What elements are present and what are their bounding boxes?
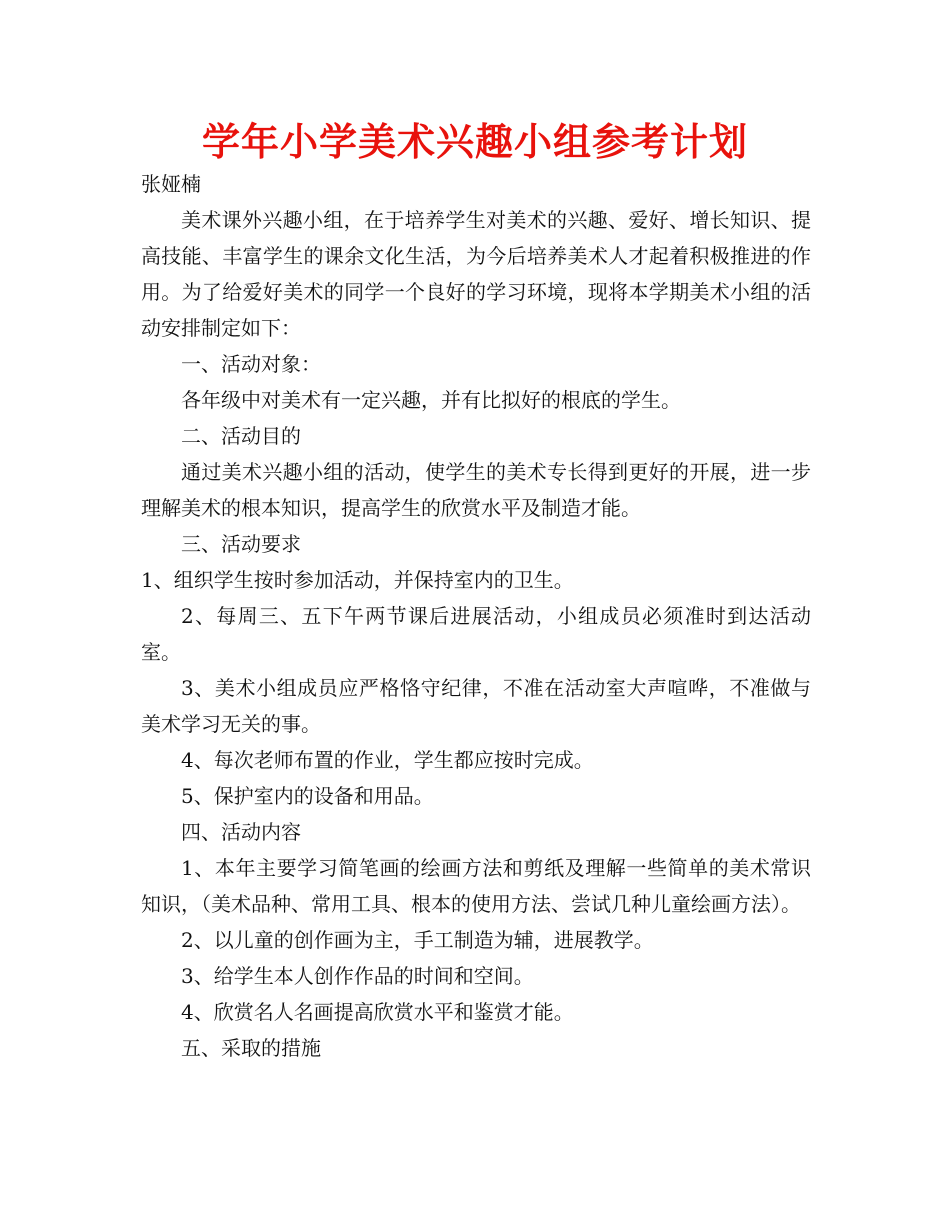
requirement-item-1: 1、组织学生按时参加活动，并保持室内的卫生。 (141, 568, 574, 592)
heading-activity-content: 四、活动内容 (181, 820, 301, 844)
content-item-2: 2、以儿童的创作画为主，手工制造为辅，进展教学。 (181, 928, 654, 952)
paragraph-intro: 美术课外兴趣小组，在于培养学生对美术的兴趣、爱好、增长知识、提高技能、丰富学生的课余文化生活，为今后培养美术人才起着积极推进的作用。为了给爱好美术的同学一个良好的学习环境，现将本学期美术小组的活动安排制定如下： (141, 208, 811, 340)
heading-activity-purpose: 二、活动目的 (181, 424, 301, 448)
requirement-item-2: 2、每周三、五下午两节课后进展活动，小组成员必须准时到达活动室。 (141, 604, 811, 664)
document-body (141, 166, 811, 1066)
paragraph-activity-target: 各年级中对美术有一定兴趣，并有比拟好的根底的学生。 (181, 388, 681, 412)
author-name: 张娅楠 (141, 172, 201, 196)
requirement-item-3: 3、美术小组成员应严格恪守纪律，不准在活动室大声喧哗，不准做与美术学习无关的事。 (141, 676, 811, 736)
content-item-1: 1、本年主要学习简笔画的绘画方法和剪纸及理解一些简单的美术常识知识，（美术品种、常用工具、根本的使用方法、尝试几种儿童绘画方法）。 (141, 856, 811, 916)
heading-measures: 五、采取的措施 (181, 1036, 321, 1060)
heading-activity-requirements: 三、活动要求 (181, 532, 301, 556)
content-item-3: 3、给学生本人创作作品的时间和空间。 (181, 964, 534, 988)
paragraph-activity-purpose: 通过美术兴趣小组的活动，使学生的美术专长得到更好的开展，进一步理解美术的根本知识，提高学生的欣赏水平及制造才能。 (141, 460, 811, 520)
content-item-4: 4、欣赏名人名画提高欣赏水平和鉴赏才能。 (181, 1000, 574, 1024)
requirement-item-5: 5、保护室内的设备和用品。 (181, 784, 434, 808)
heading-activity-target: 一、活动对象： (181, 352, 321, 376)
document-title: 学年小学美术兴趣小组参考计划 (201, 120, 748, 164)
requirement-item-4: 4、每次老师布置的作业，学生都应按时完成。 (181, 748, 594, 772)
